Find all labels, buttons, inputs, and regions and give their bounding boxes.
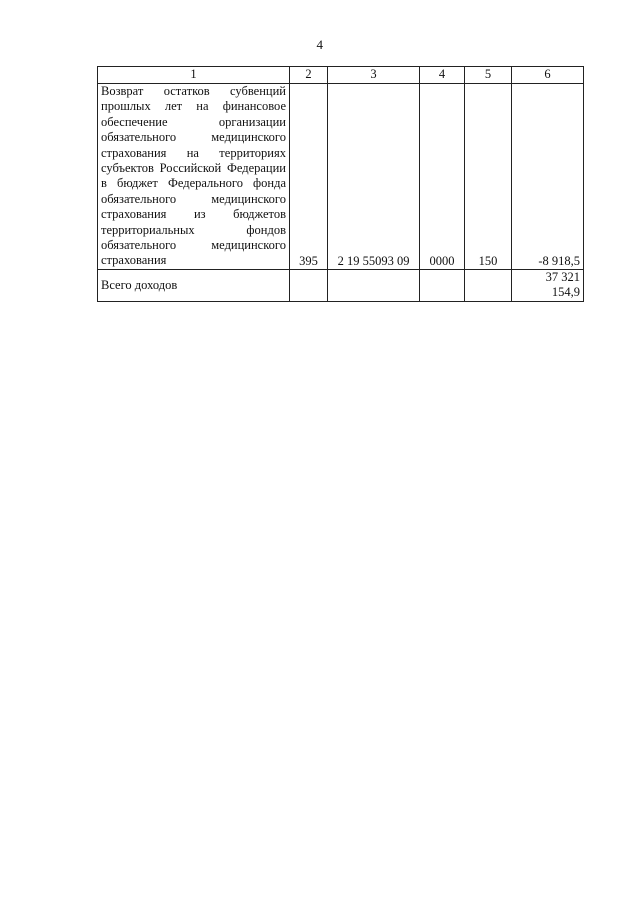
revenue-table bbox=[97, 66, 584, 302]
row-amount: -8 918,5 bbox=[512, 84, 584, 270]
total-empty-4 bbox=[420, 269, 465, 301]
table-row bbox=[98, 84, 584, 270]
header-col-4: 4 bbox=[420, 67, 465, 84]
total-amount: 37 321 154,9 bbox=[512, 269, 584, 301]
header-col-3: 3 bbox=[328, 67, 420, 84]
row-code-kosgu: 150 bbox=[465, 84, 512, 270]
header-col-6: 6 bbox=[512, 67, 584, 84]
row-code-admin: 395 bbox=[290, 84, 328, 270]
header-col-5: 5 bbox=[465, 67, 512, 84]
row-description: Возврат остатков субвенций прошлых лет на финансовое обеспечение организации обязательного медицинского страхования на территориях субъектов Российской Федерации в бюджет Федерального фонда обязательного медицинского страхования из бюджетов территориальных фондов обязательного медицинского страхования bbox=[98, 84, 290, 270]
page-number: 4 bbox=[316, 37, 324, 52]
header-col-2: 2 bbox=[290, 67, 328, 84]
row-code-program: 0000 bbox=[420, 84, 465, 270]
total-row bbox=[98, 269, 584, 301]
header-row bbox=[98, 67, 584, 84]
header-col-1: 1 bbox=[98, 67, 290, 84]
total-label: Всего доходов bbox=[98, 269, 290, 301]
total-empty-5 bbox=[465, 269, 512, 301]
row-code-revenue: 2 19 55093 09 bbox=[328, 84, 420, 270]
total-empty-2 bbox=[290, 269, 328, 301]
total-empty-3 bbox=[328, 269, 420, 301]
